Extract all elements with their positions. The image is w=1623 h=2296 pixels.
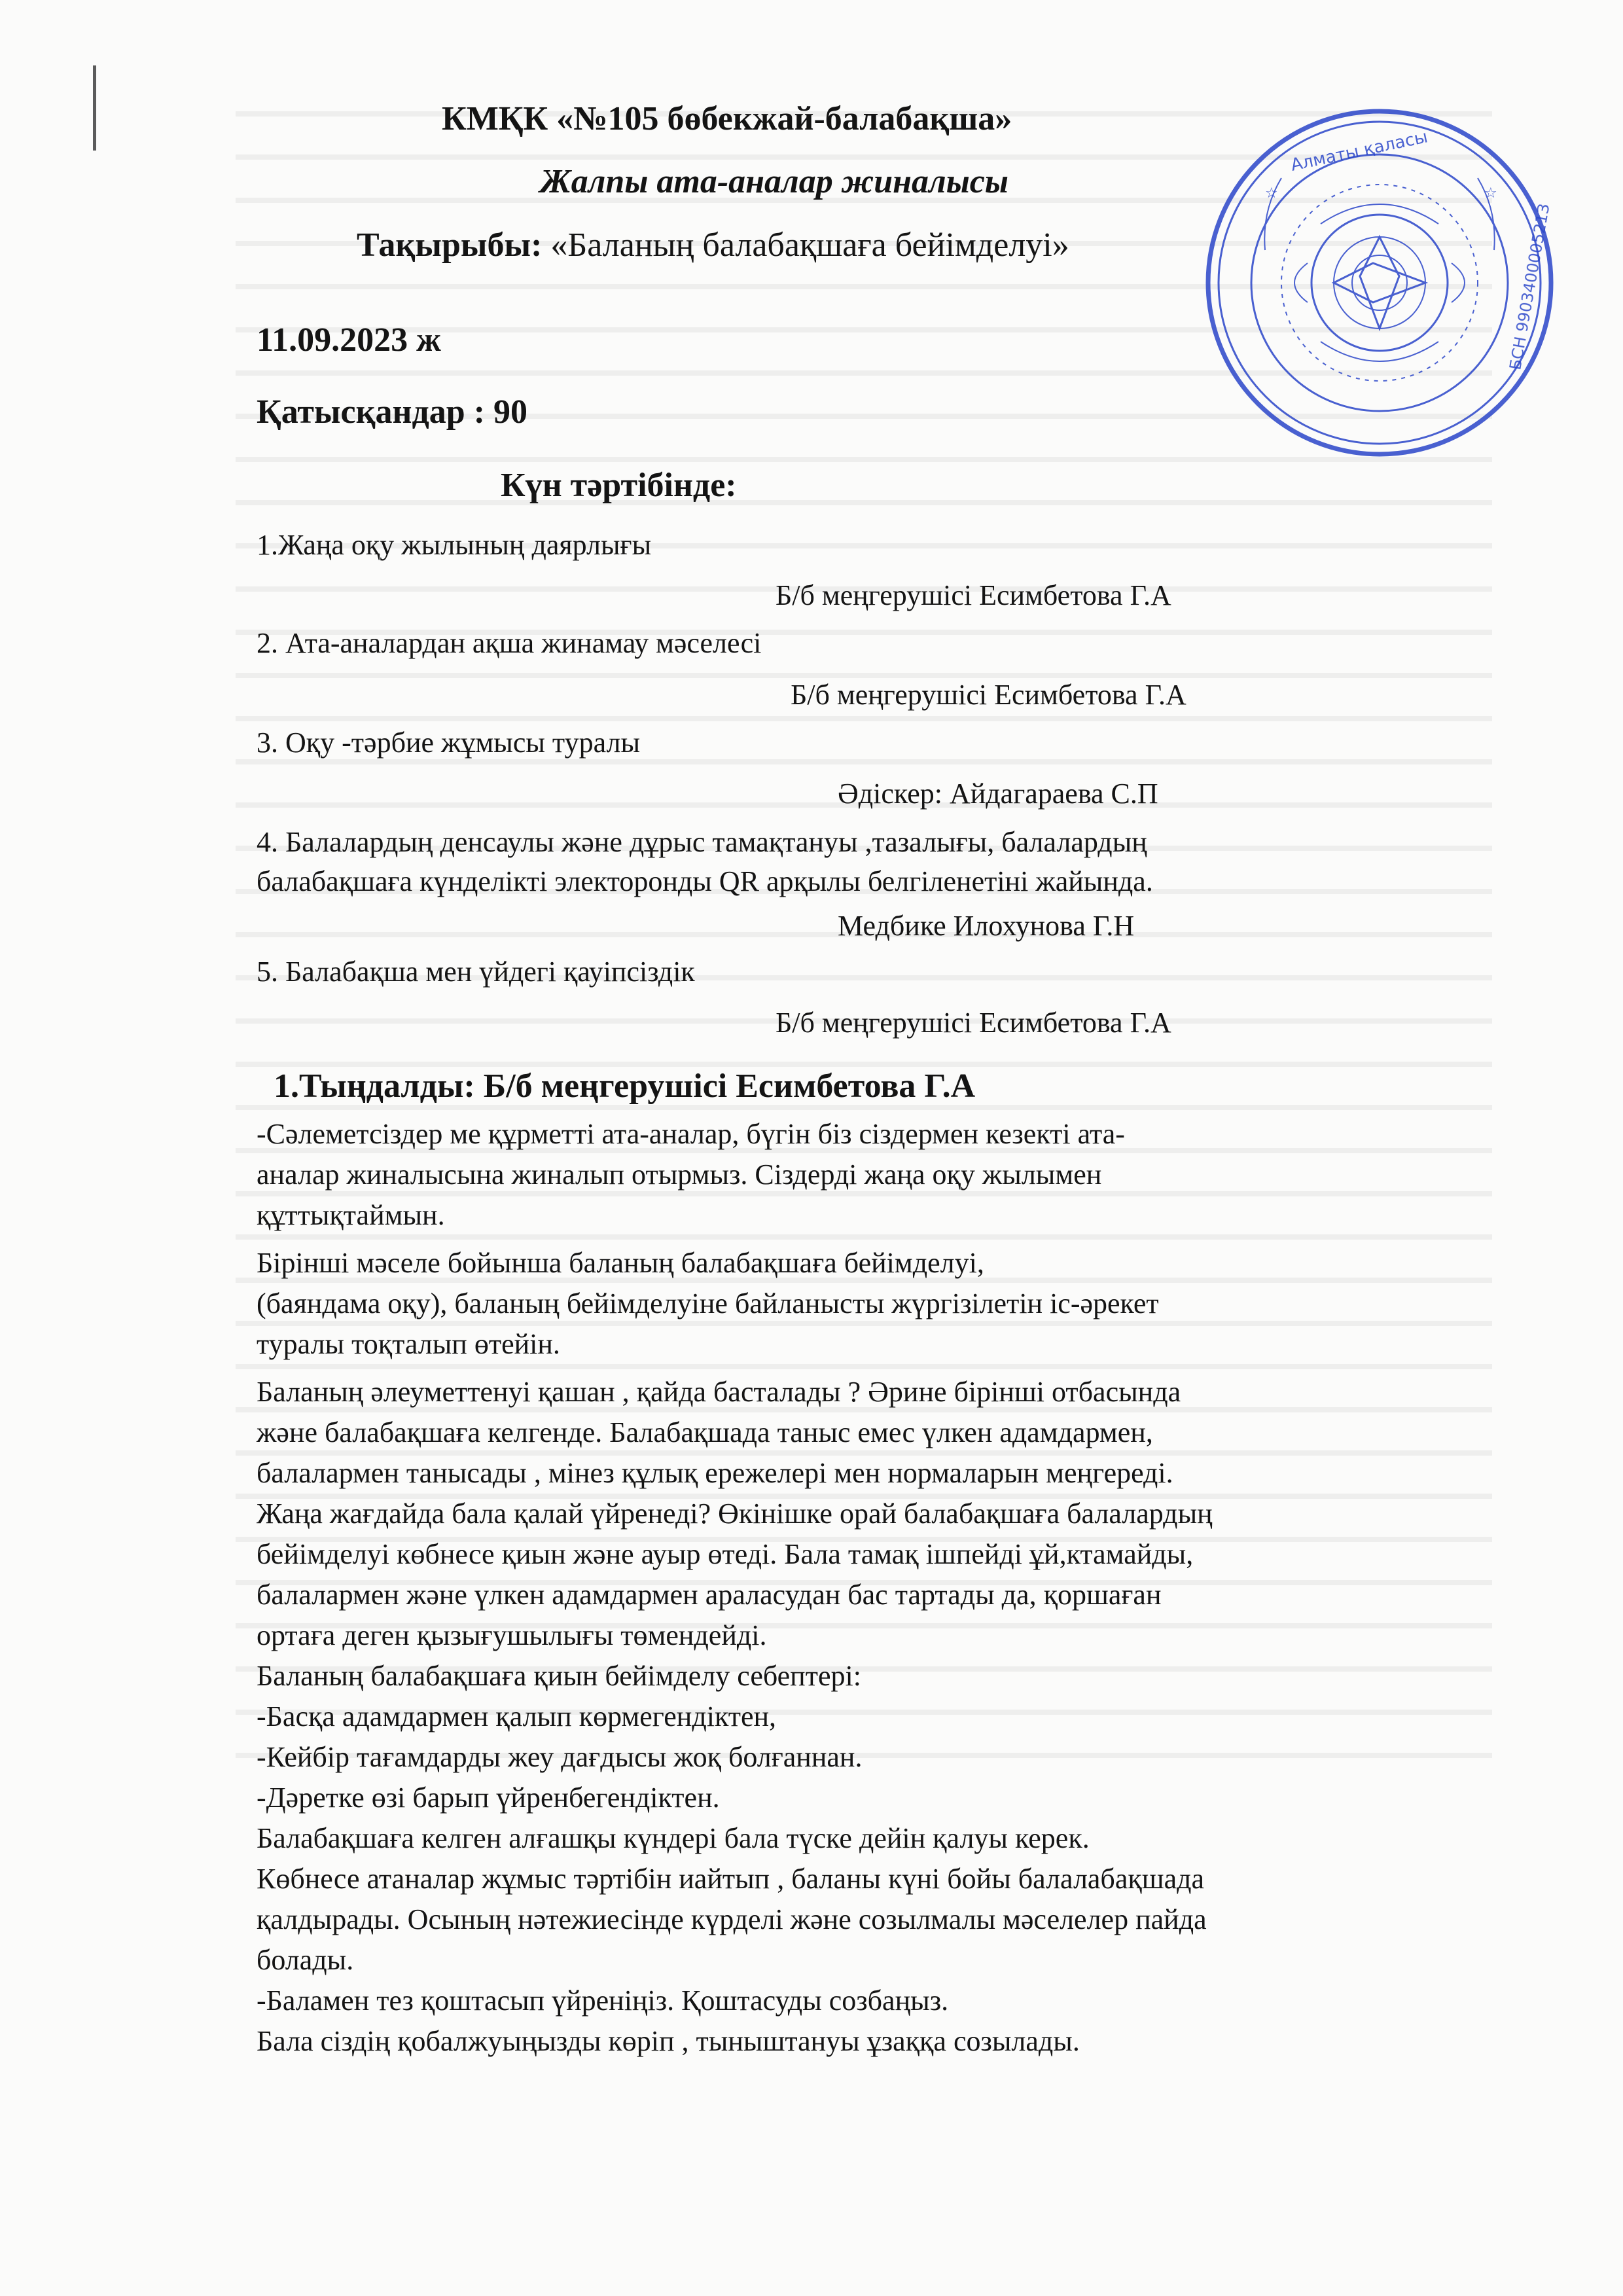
body-line: қалдырады. Осының нәтежиесінде күрделі және созылмалы мәселелер пайда <box>257 1903 1207 1935</box>
body-line: -Дәретке өзі барып үйренбегендіктен. <box>257 1782 720 1814</box>
body-line: құттықтаймын. <box>257 1199 445 1231</box>
agenda-item-2-responsible: Б/б меңгерушісі Есимбетова Г.А <box>791 679 1186 711</box>
agenda-item-4-line-1: 4. Балалардың денсаулы және дұрыс тамақтануы ,тазалығы, балалардың <box>257 826 1147 858</box>
meeting-date: 11.09.2023 ж <box>257 321 441 359</box>
body-line: бейімделуі көбнесе қиын және ауыр өтеді. Бала тамақ ішпейді ұй,ктамайды, <box>257 1538 1194 1570</box>
body-line: және балабақшаға келгенде. Балабақшада таныс емес үлкен адамдармен, <box>257 1416 1153 1448</box>
stamp-city: Алматы қаласы <box>1289 127 1430 175</box>
body-line: Балабақшаға келген алғашқы күндері бала түске дейін қалуы керек. <box>257 1822 1090 1854</box>
agenda-title: Күн тәртібінде: <box>501 467 737 504</box>
agenda-item-1-responsible: Б/б меңгерушісі Есимбетова Г.А <box>776 579 1171 611</box>
meeting-title: Жалпы ата-аналар жиналысы <box>540 163 1008 200</box>
agenda-item-3-responsible: Әдіскер: Айдагараева С.П <box>838 778 1158 810</box>
agenda-item-5: 5. Балабақша мен үйдегі қауіпсіздік <box>257 956 695 988</box>
body-line: Бала сіздің қобалжуыңызды көріп , тыныштануы ұзаққа созылады. <box>257 2025 1080 2057</box>
body-line: балалармен танысады , мінез құлық ережелері мен нормаларын меңгереді. <box>257 1457 1173 1489</box>
body-line: туралы тоқталып өтейін. <box>257 1328 560 1360</box>
section-1-heading: 1.Тыңдалды: Б/б меңгерушісі Есимбетова Г.А <box>274 1067 976 1105</box>
body-line: болады. <box>257 1944 354 1976</box>
body-line: ортаға деген қызығушылығы төмендейді. <box>257 1619 767 1651</box>
official-stamp <box>1203 106 1556 459</box>
stamp-number: БСН 990340000521З <box>1506 202 1554 372</box>
body-line: -Баламен тез қоштасып үйреніңіз. Қоштасуды созбаңыз. <box>257 1984 949 2017</box>
organization-title: КМҚК «№105 бөбекжай-балабақша» <box>442 100 1012 137</box>
margin-mark <box>93 65 96 151</box>
agenda-item-4-line-2: балабақшаға күнделікті электоронды QR арқылы белгіленетіні жайында. <box>257 865 1153 897</box>
body-line: -Кейбір тағамдарды жеу дағдысы жоқ болғаннан. <box>257 1741 863 1773</box>
body-line: Бірінші мәселе бойынша баланың балабақшаға бейімделуі, <box>257 1247 984 1279</box>
agenda-item-5-responsible: Б/б меңгерушісі Есимбетова Г.А <box>776 1007 1171 1039</box>
agenda-item-1: 1.Жаңа оқу жылының даярлығы <box>257 529 652 561</box>
topic-label: Тақырыбы: <box>357 226 543 264</box>
svg-text:☆: ☆ <box>1265 185 1278 202</box>
body-line: Баланың әлеуметтенуі қашан , қайда басталады ? Әрине бірінші отбасында <box>257 1376 1181 1408</box>
agenda-item-2: 2. Ата-аналардан ақша жинамау мәселесі <box>257 627 762 659</box>
body-line: Көбнесе атаналар жұмыс тәртібін иайтып , баланы күні бойы балалабақшада <box>257 1863 1205 1895</box>
attendees-count: Қатысқандар : 90 <box>257 393 528 431</box>
agenda-item-4-responsible: Медбике Илохунова Г.Н <box>838 910 1135 942</box>
body-line: Жаңа жағдайда бала қалай үйренеді? Өкінішке орай балабақшаға балалардың <box>257 1498 1213 1530</box>
topic-text: «Баланың балабақшаға бейімделуі» <box>550 226 1069 264</box>
body-line: (баяндама оқу), баланың бейімделуіне байланысты жүргізілетін іс-әрекет <box>257 1287 1159 1319</box>
body-line: аналар жиналысына жиналып отырмыз. Сіздерді жаңа оқу жылымен <box>257 1158 1102 1191</box>
svg-text:☆: ☆ <box>1484 185 1497 202</box>
body-line: балалармен және үлкен адамдармен араласудан бас тартады да, қоршаған <box>257 1579 1162 1611</box>
body-line: -Сәлеметсіздер ме құрметті ата-аналар, бүгін біз сіздермен кезекті ата- <box>257 1118 1125 1150</box>
topic-line <box>357 226 1069 265</box>
body-line: -Басқа адамдармен қалып көрмегендіктен, <box>257 1700 777 1732</box>
agenda-item-3: 3. Оқу -тәрбие жұмысы туралы <box>257 726 641 759</box>
body-line: Баланың балабақшаға қиын бейімделу себептері: <box>257 1660 861 1692</box>
